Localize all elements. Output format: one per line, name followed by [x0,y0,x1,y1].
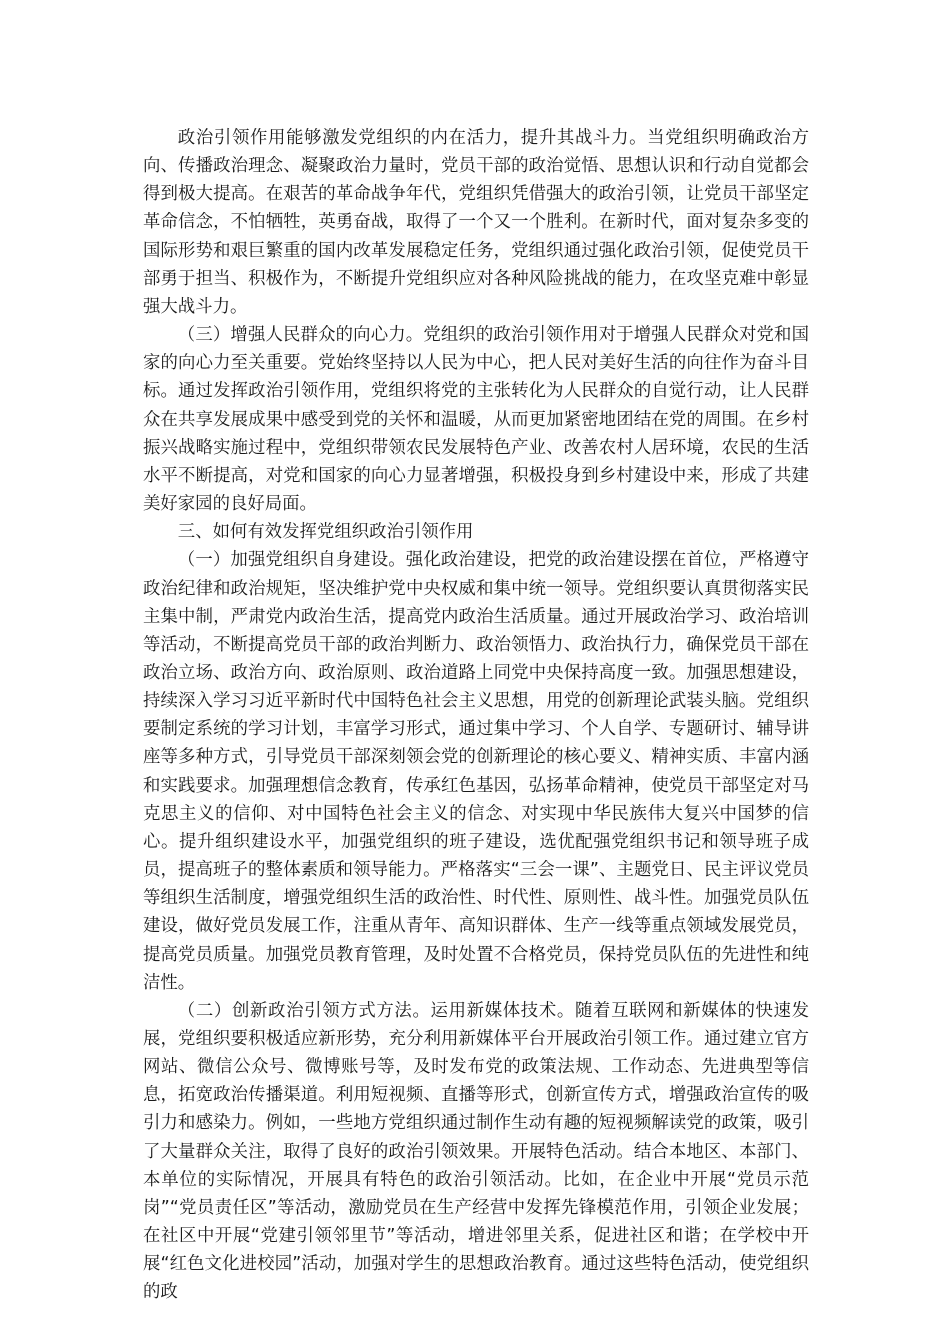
paragraph-innovate-leadership-methods: （二）创新政治引领方式方法。运用新媒体技术。随着互联网和新媒体的快速发展，党组织要积极适应新形势，充分利用新媒体平台开展政治引领工作。通过建立官方网站、微信公众号、微博账号等，及时发布党的政策法规、工作动态、先进典型等信息，拓宽政治传播渠道。利用短视频、直播等形式，创新宣传方式，增强政治宣传的吸引力和感染力。例如，一些地方党组织通过制作生动有趣的短视频解读党的政策，吸引了大量群众关注，取得了良好的政治引领效果。开展特色活动。结合本地区、本部门、本单位的实际情况，开展具有特色的政治引领活动。比如，在企业中开展“党员示范岗”“党员责任区”等活动，激励党员在生产经营中发挥先锋模范作用，引领企业发展；在社区中开展“党建引领邻里节”等活动，增进邻里关系，促进社区和谐；在学校中开展“红色文化进校园”活动，加强对学生的思想政治教育。通过这些特色活动，使党组织的政 [143,1000,809,1303]
section-heading-how-to-exert-leadership: 三、如何有效发挥党组织政治引领作用 [177,522,474,543]
paragraph-political-leadership-vitality: 政治引领作用能够激发党组织的内在活力，提升其战斗力。当党组织明确政治方向、传播政治理念、凝聚政治力量时，党员干部的政治觉悟、思想认识和行动自觉都会得到极大提高。在艰苦的革命战争年代，党组织凭借强大的政治引领，让党员干部坚定革命信念，不怕牺牲，英勇奋战，取得了一个又一个胜利。在新时代，面对复杂多变的国际形势和艰巨繁重的国内改革发展稳定任务，党组织通过强化政治引领，促使党员干部勇于担当、积极作为，不断提升党组织应对各种风险挑战的能力，在攻坚克难中彰显强大战斗力。 [143,128,809,317]
document-body [143,124,809,1307]
paragraph-strengthen-party-building: （一）加强党组织自身建设。强化政治建设，把党的政治建设摆在首位，严格遵守政治纪律和政治规矩，坚决维护党中央权威和集中统一领导。党组织要认真贯彻落实民主集中制，严肃党内政治生活，提高党内政治生活质量。通过开展政治学习、政治培训等活动，不断提高党员干部的政治判断力、政治领悟力、政治执行力，确保党员干部在政治立场、政治方向、政治原则、政治道路上同党中央保持高度一致。加强思想建设，持续深入学习习近平新时代中国特色社会主义思想，用党的创新理论武装头脑。党组织要制定系统的学习计划，丰富学习形式，通过集中学习、个人自学、专题研讨、辅导讲座等多种方式，引导党员干部深刻领会党的创新理论的核心要义、精神实质、丰富内涵和实践要求。加强理想信念教育，传承红色基因，弘扬革命精神，使党员干部坚定对马克思主义的信仰、对中国特色社会主义的信念、对实现中华民族伟大复兴中国梦的信心。提升组织建设水平，加强党组织的班子建设，选优配强党组织书记和领导班子成员，提高班子的整体素质和领导能力。严格落实“三会一课”、主题党日、民主评议党员等组织生活制度，增强党组织生活的政治性、时代性、原则性、战斗性。加强党员队伍建设，做好党员发展工作，注重从青年、高知识群体、生产一线等重点领域发展党员，提高党员质量。加强党员教育管理，及时处置不合格党员，保持党员队伍的先进性和纯洁性。 [143,550,809,993]
paragraph-people-cohesion: （三）增强人民群众的向心力。党组织的政治引领作用对于增强人民群众对党和国家的向心力至关重要。党始终坚持以人民为中心，把人民对美好生活的向往作为奋斗目标。通过发挥政治引领作用，党组织将党的主张转化为人民群众的自觉行动，让人民群众在共享发展成果中感受到党的关怀和温暖，从而更加紧密地团结在党的周围。在乡村振兴战略实施过程中，党组织带领农民发展特色产业、改善农村人居环境，农民的生活水平不断提高，对党和国家的向心力显著增强，积极投身到乡村建设中来，形成了共建美好家园的良好局面。 [143,325,809,515]
